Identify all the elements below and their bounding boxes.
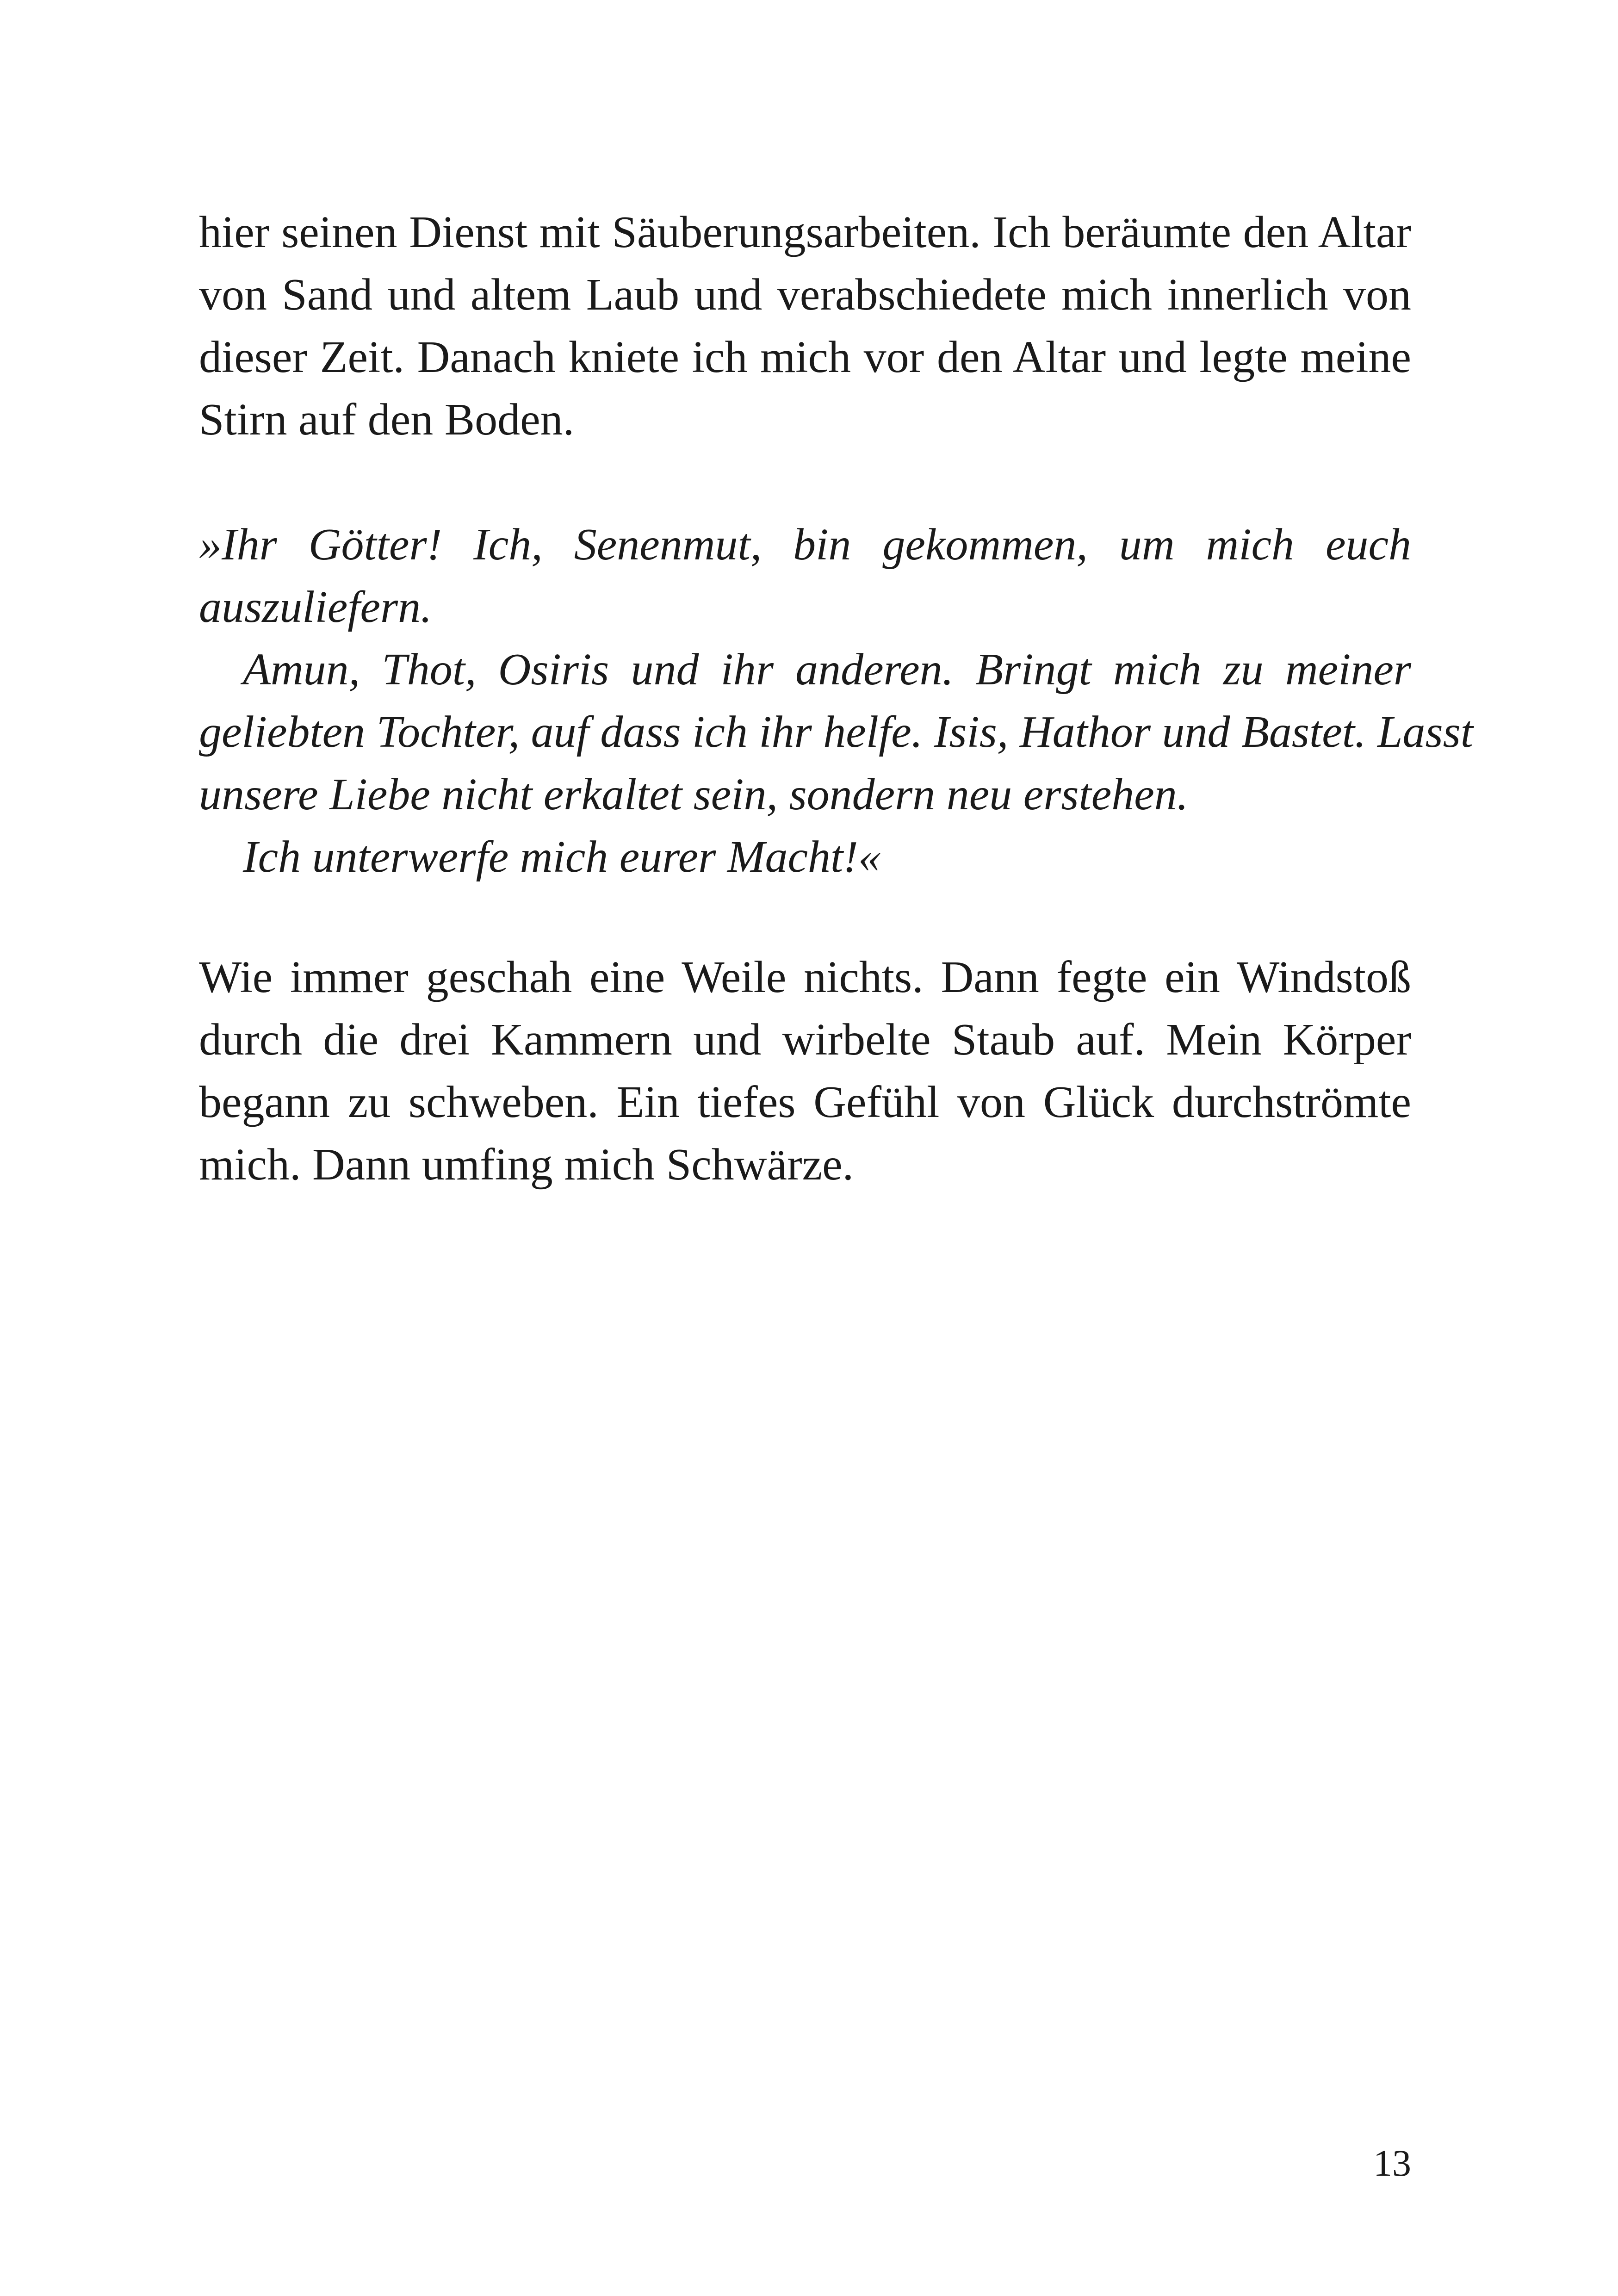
paragraph-line: Stirn auf den Boden. — [199, 395, 575, 445]
prayer-line: geliebten Tochter, auf dass ich ihr helfe. Isis, Hathor und Bastet. Lasst — [199, 707, 1473, 757]
paragraph-line: hier seinen Dienst mit Säuberungsarbeiten. Ich beräumte den Altar — [199, 207, 1411, 257]
prayer-line: Ich unterwerfe mich eurer Macht!« — [243, 832, 881, 882]
prayer-quote — [199, 514, 1473, 888]
prayer-line: »Ihr Götter! Ich, Senenmut, bin gekommen, um mich euch — [199, 520, 1411, 570]
paragraph-line: begann zu schweben. Ein tiefes Gefühl von Glück durchströmte — [199, 1077, 1411, 1127]
paragraph-line: mich. Dann umfing mich Schwärze. — [199, 1140, 854, 1190]
paragraph-line: Wie immer geschah eine Weile nichts. Dann fegte ein Windstoß — [199, 952, 1411, 1002]
paragraph-3 — [199, 946, 1411, 1196]
prayer-line: Amun, Thot, Osiris und ihr anderen. Bringt mich zu meiner — [243, 645, 1411, 695]
page-number: 13 — [1373, 2142, 1411, 2184]
paragraph-line: durch die drei Kammern und wirbelte Staub auf. Mein Körper — [199, 1015, 1411, 1065]
prayer-line: unsere Liebe nicht erkaltet sein, sondern neu erstehen. — [199, 769, 1189, 819]
paragraph-1 — [199, 201, 1411, 451]
prayer-line: auszuliefern. — [199, 582, 432, 632]
paragraph-line: von Sand und altem Laub und verabschiedete mich innerlich von — [199, 270, 1411, 320]
paragraph-line: dieser Zeit. Danach kniete ich mich vor den Altar und legte meine — [199, 332, 1411, 382]
